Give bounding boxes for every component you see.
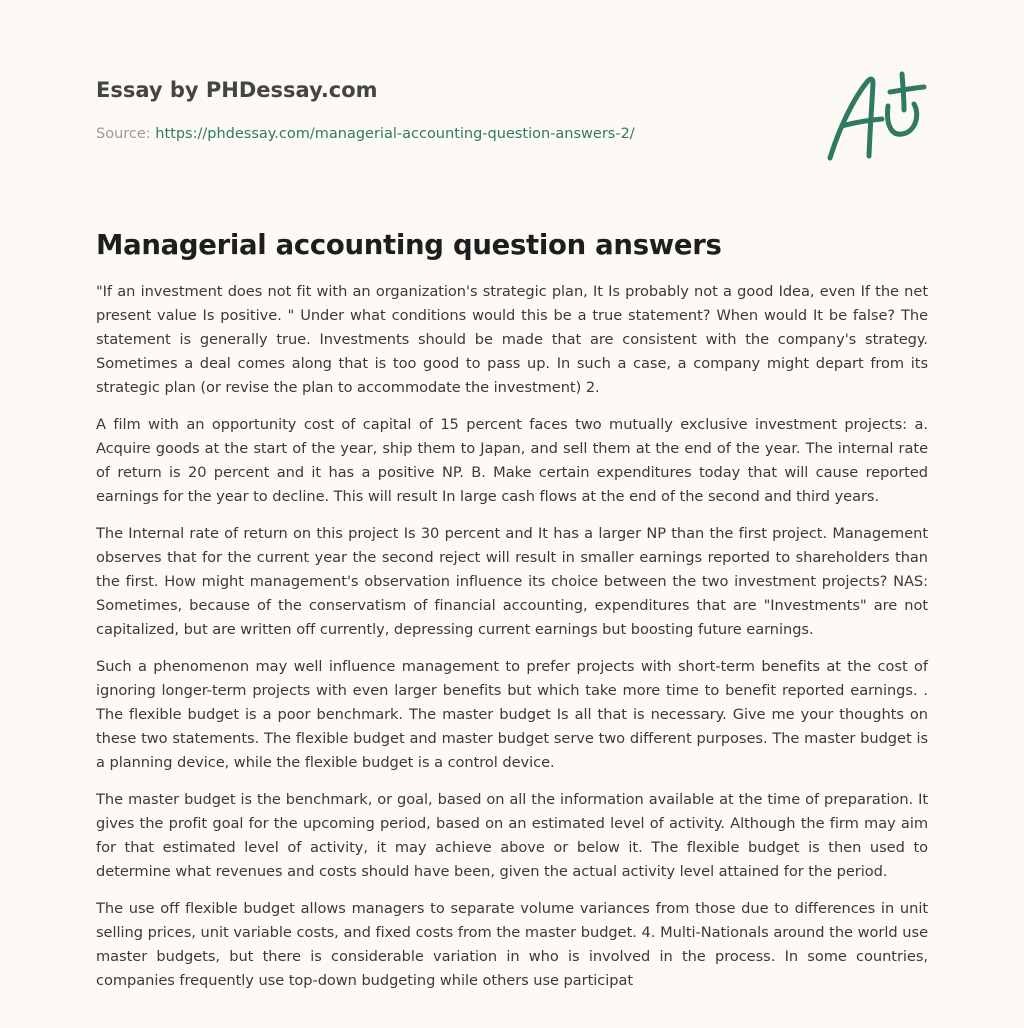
article-paragraph: Such a phenomenon may well influence management to prefer projects with short-term benefits at the cost of ignoring longer-term projects with even larger benefits but which take more time to benefit reported earnings. . The flexible budget is a poor benchmark. The master budget Is all that is necessary. Give me your thoughts on these two statements. The flexible budget and master budget serve two different purposes. The master budget is a planning device, while the flexible budget is a control device.	[96, 658, 928, 771]
essay-article	[96, 226, 928, 1006]
article-paragraph: The Internal rate of return on this project Is 30 percent and It has a larger NP than the first project. Management observes that for the current year the second reject will result in smaller earnings reported to shareholders than the first. How might management's observation influence its choice between the two investment projects? NAS: Sometimes, because of the conservatism of financial accounting, expenditures that are "Investments" are not capitalized, but are written off currently, depressing current earnings but boosting future earnings.	[96, 525, 928, 638]
article-title: Managerial accounting question answers	[96, 229, 722, 261]
article-paragraph: "If an investment does not fit with an organization's strategic plan, It Is probably not a good Idea, even If the net present value Is positive. " Under what conditions would this be a true statement? When would It be false? The statement is generally true. Investments should be made that are consistent with the company's strategy. Sometimes a deal comes along that is too good to pass up. In such a case, a company might depart from its strategic plan (or revise the plan to accommodate the investment) 2.	[96, 283, 928, 396]
article-paragraph: A film with an opportunity cost of capital of 15 percent faces two mutually exclusive investment projects: a. Acquire goods at the start of the year, ship them to Japan, and sell them at the end of the year. The internal rate of return is 20 percent and it has a positive NP. B. Make certain expenditures today that will cause reported earnings for the year to decline. This will result In large cash flows at the end of the second and third years.	[96, 416, 928, 505]
essay-header	[96, 76, 796, 144]
source-link[interactable]: https://phdessay.com/managerial-accounting-question-answers-2/	[155, 126, 635, 142]
article-paragraph: The master budget is the benchmark, or goal, based on all the information available at the time of preparation. It gives the profit goal for the upcoming period, based on an estimated level of activity. Although the firm may aim for that estimated level of activity, it may achieve above or below it. The flexible budget is then used to determine what revenues and costs should have been, given the actual activity level attained for the period.	[96, 791, 928, 880]
site-title: Essay by PHDessay.com	[96, 78, 378, 102]
article-paragraph: The use off flexible budget allows managers to separate volume variances from those due to differences in unit selling prices, unit variable costs, and fixed costs from the master budget. 4. Multi-Nationals around the world use master budgets, but there is considerable variation in who is involved in the process. In some countries, companies frequently use top-down budgeting while others use participat	[96, 900, 928, 989]
source-label: Source:	[96, 126, 151, 142]
a-plus-grade-icon	[820, 64, 932, 168]
source-line	[96, 124, 796, 144]
